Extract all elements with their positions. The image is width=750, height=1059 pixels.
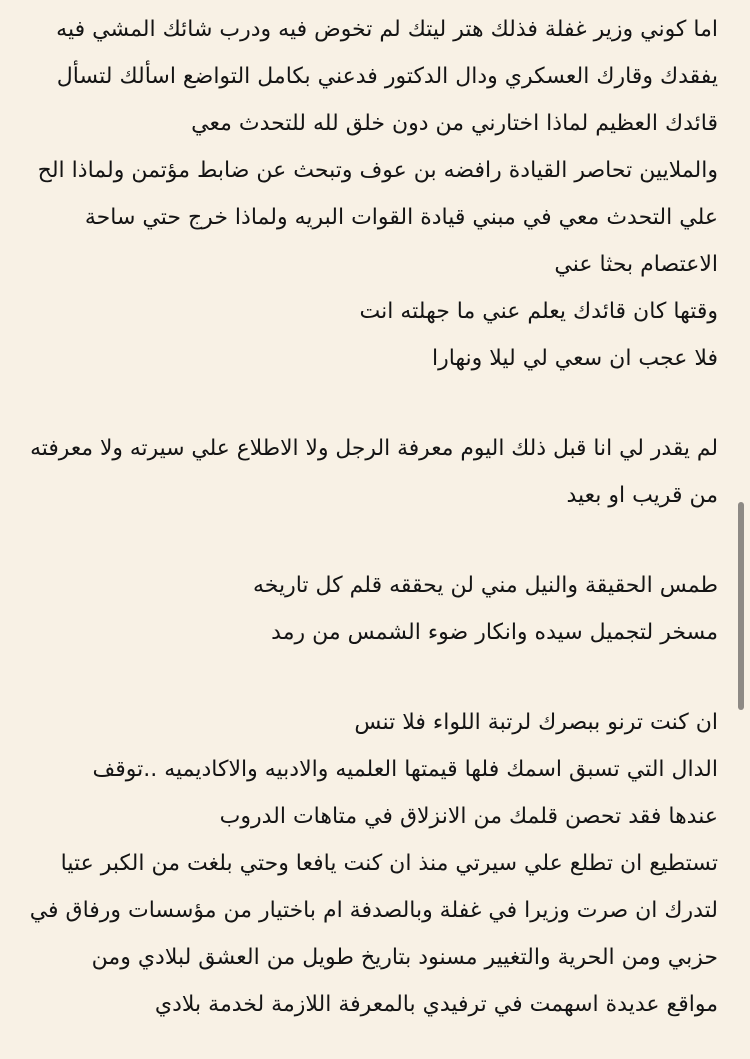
text-line: لم يقدر لي انا قبل ذلك اليوم معرفة الرجل ولا الاطلاع علي سيرته ولا معرفته (30, 436, 719, 461)
text-line: والملايين تحاصر القيادة رافضه بن عوف وتبحث عن ضابط مؤتمن ولماذا الح (37, 158, 718, 183)
paragraph (30, 6, 718, 382)
text-line: تستطيع ان تطلع علي سيرتي منذ ان كنت يافعا وحتي بلغت من الكبر عتيا (60, 851, 718, 876)
text-line: فلا عجب ان سعي لي ليلا ونهارا (431, 346, 718, 371)
paragraph-gap (30, 656, 718, 699)
text-line: طمس الحقيقة والنيل مني لن يحققه قلم كل تاريخه (252, 573, 718, 598)
paragraph (30, 425, 718, 519)
text-line: يفقدك وقارك العسكري ودال الدكتور فدعني بكامل التواضع اسألك لتسأل (56, 64, 718, 89)
text-line: مواقع عديدة اسهمت في ترفيدي بالمعرفة اللازمة لخدمة بلادي (154, 992, 718, 1017)
text-line: من قريب او بعيد (566, 483, 718, 508)
paragraph (30, 699, 718, 1028)
text-line: الدال التي تسبق اسمك فلها قيمتها العلميه والادبيه والاكاديميه ..توقف (92, 757, 718, 782)
text-line: لتدرك ان صرت وزيرا في غفلة وبالصدفة ام باختيار من مؤسسات ورفاق في (29, 898, 718, 923)
scrollbar-thumb[interactable] (738, 502, 744, 710)
text-line: قائدك العظيم لماذا اختارني من دون خلق لله للتحدث معي (191, 111, 718, 136)
text-line: ان كنت ترنو ببصرك لرتبة اللواء فلا تنس (354, 710, 718, 735)
text-line: مسخر لتجميل سيده وانكار ضوء الشمس من رمد (271, 620, 718, 645)
document-text (30, 6, 718, 1028)
paragraph-gap (30, 519, 718, 562)
text-line: اما كوني وزير غفلة فذلك هتر ليتك لم تخوض فيه ودرب شائك المشي فيه (56, 17, 718, 42)
paragraph-gap (30, 382, 718, 425)
text-line: وقتها كان قائدك يعلم عني ما جهلته انت (359, 299, 718, 324)
text-line: حزبي ومن الحرية والتغيير مسنود بتاريخ طويل من العشق لبلادي ومن (91, 945, 718, 970)
text-line: الاعتصام بحثا عني (554, 252, 718, 277)
text-line: علي التحدث معي في مبني قيادة القوات البريه ولماذا خرج حتي ساحة (84, 205, 718, 230)
paragraph (30, 562, 718, 656)
text-line: عندها فقد تحصن قلمك من الانزلاق في متاهات الدروب (219, 804, 718, 829)
